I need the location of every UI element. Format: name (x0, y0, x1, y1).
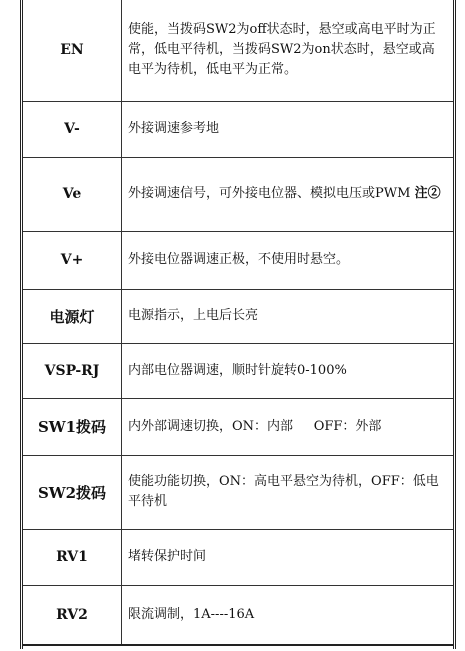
terminal-name-power-led: 电源灯 (23, 289, 122, 343)
table-row (23, 585, 453, 645)
terminal-desc-rv1: 堵转保护时间 (122, 529, 454, 585)
table-row (23, 289, 453, 343)
table-row (23, 343, 453, 398)
terminal-name-v-minus: V- (23, 101, 122, 157)
terminal-name-rv1: RV1 (23, 529, 122, 585)
terminal-desc-v-minus: 外接调速参考地 (122, 101, 454, 157)
terminal-name-rv2: RV2 (23, 585, 122, 645)
terminal-spec-table (23, 0, 453, 646)
terminal-desc-power-led: 电源指示，上电后长亮 (122, 289, 454, 343)
note-reference: 注② (414, 186, 441, 201)
table-row (23, 157, 453, 231)
terminal-desc-en: 使能，当拨码SW2为off状态时，悬空或高电平时为正常，低电平待机，当拨码SW2为on状态时，悬空或高电平为待机，低电平为正常。 (122, 0, 454, 101)
spec-table-frame (20, 0, 456, 649)
table-row (23, 101, 453, 157)
terminal-name-v-plus: V+ (23, 231, 122, 289)
terminal-desc-ve-text: 外接调速信号，可外接电位器、模拟电压或PWM (128, 186, 411, 201)
terminal-desc-ve (122, 157, 454, 231)
terminal-name-sw1: SW1拨码 (23, 398, 122, 455)
table-row (23, 398, 453, 455)
table-row (23, 231, 453, 289)
table-row (23, 0, 453, 101)
terminal-desc-rv2: 限流调制，1A----16A (122, 585, 454, 645)
terminal-name-vsp-rj: VSP-RJ (23, 343, 122, 398)
terminal-name-sw2: SW2拨码 (23, 455, 122, 529)
table-row (23, 455, 453, 529)
terminal-name-ve: Ve (23, 157, 122, 231)
terminal-desc-sw2: 使能功能切换，ON：高电平悬空为待机，OFF：低电平待机 (122, 455, 454, 529)
terminal-desc-sw1: 内外部调速切换，ON：内部 OFF：外部 (122, 398, 454, 455)
terminal-name-en: EN (23, 0, 122, 101)
table-row (23, 529, 453, 585)
terminal-desc-v-plus: 外接电位器调速正极，不使用时悬空。 (122, 231, 454, 289)
terminal-desc-vsp-rj: 内部电位器调速，顺时针旋转0-100% (122, 343, 454, 398)
